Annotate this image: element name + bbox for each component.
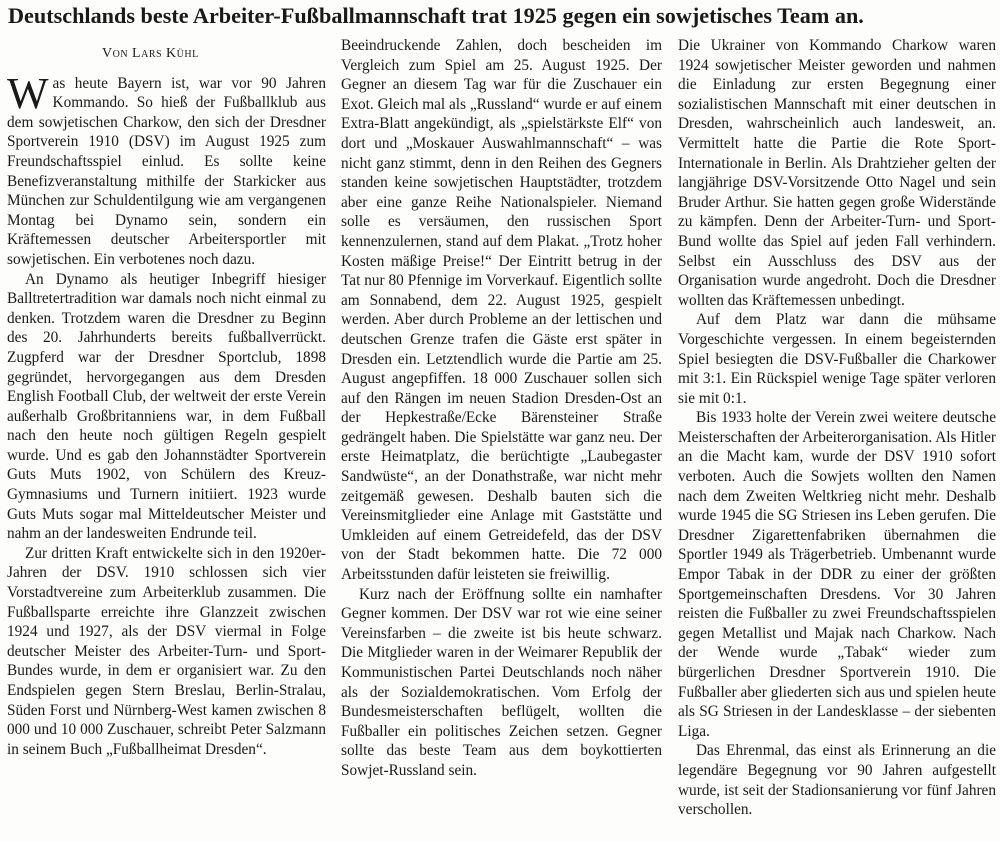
paragraph-text: as heute Bayern ist, war vor 90 Jahren Kommando. So hieß der Fußballklub aus dem sowjetischen Charkow, den sich der Dresdner Sportverein 1910 (DSV) im August 1925 zum Freundschaftsspiel einlud. Es sollte keine Benefizveranstaltung mithilfe der Starkicker aus München zur Schuldentilgung wie am vergangenen Montag bei Dynamo sein, sondern ein Kräftemessen deutscher Arbeitersportler mit sowjetischen. Ein verbotenes noch dazu. bbox=[7, 74, 326, 268]
byline: Von Lars Kühl bbox=[102, 46, 199, 61]
paragraph: Auf dem Platz war dann die mühsame Vorgeschichte vergessen. In einem begeisternden Spiel besiegten die DSV-Fußballer die Charkower mit 3:1. Ein Rückspiel wenige Tage später verloren sie mit 0:1. bbox=[678, 311, 996, 407]
paragraph: Kurz nach der Eröffnung sollte ein namhafter Gegner kommen. Der DSV war rot wie eine seiner Vereinsfarben – die zweite ist bis heute schwarz. Die Mitglieder waren in der Weimarer Republik der Kommunistischen Partei Deutschlands noch näher als der Sozialdemokratischen. Vom Erfolg der Bundesmeisterschaften beflügelt, wollten die Fußballer ein politisches Zeichen setzen. Gegner sollte das beste Team aus dem boykottierten Sowjet-Russland sein. bbox=[341, 585, 662, 779]
lead-paragraph bbox=[7, 68, 326, 270]
paragraph: Bis 1933 holte der Verein zwei weitere deutsche Meisterschaften der Arbeiterorganisation. Als Hitler an die Macht kam, wurde der DSV 1910 sofort verboten. Auch die Sowjets wollten den Namen nach dem Zweiten Weltkrieg nicht mehr. Deshalb wurde 1945 die SG Striesen ins Leben gerufen. Die Dresdner Zigarettenfabriken übernahmen die Sportler 1949 als Trägerbetrieb. Umbenannt wurde Empor Tabak in der DDR zu einer der größten Sportgemeinschaften Dresdens. Vor 30 Jahren reisten die Fußballer zu zwei Freundschaftsspielen gegen Metallist und Majak nach Charkow. Nach der Wende wurde „Tabak“ wieder zum bürgerlichen Dresdner Sportverein 1910. Die Fußballer aber gliederten sich aus und spielen heute als SG Striesen in der Landesklasse – der siebenten Liga. bbox=[678, 409, 996, 740]
column-2 bbox=[341, 36, 662, 841]
drop-cap: W bbox=[7, 68, 49, 118]
paragraph: Die Ukrainer von Kommando Charkow waren 1924 sowjetischer Meister geworden und nahmen die Einladung zur ersten Begegnung einer sozialistischen Mannschaft mit einer deutschen in Dresden, wahrscheinlich auch landesweit, an. Vermittelt hatte die Partie die Rote Sport-Internationale in Berlin. Als Drahtzieher gelten der langjährige DSV-Vorsitzende Otto Nagel und sein Bruder Arthur. Sie hatten gegen große Widerstände zu kämpfen. Denn der Arbeiter-Turn- und Sport-Bund wollte das Spiel auf jeden Fall verhindern. Selbst ein Ausschluss des DSV aus der Organisation wurde angedroht. Doch die Dresdner wollten das Kräftemessen unbedingt. bbox=[678, 37, 996, 309]
headline: Deutschlands beste Arbeiter-Fußballmannschaft trat 1925 gegen ein sowjetisches Team an. bbox=[8, 3, 864, 28]
column-1 bbox=[7, 36, 326, 841]
paragraph: Beeindruckende Zahlen, doch bescheiden im Vergleich zum Spiel am 25. August 1925. Der Gegner an diesem Tag war für die Zuschauer ein Exot. Gleich mal als „Russland“ wurde er auf einem Extra-Blatt angekündigt, als „spielstärkste Elf“ von dort und „Moskauer Auswahlmannschaft“ – was nicht ganz stimmt, denn in den Reihen des Gegners standen keine sowjetischen Hauptstädter, trotzdem aber eine ganze Reihe Nationalspieler. Niemand solle es versäumen, den russischen Sport kennenzulernen, stand auf dem Plakat. „Trotz hoher Kosten mäßige Preise!“ Der Eintritt betrug in der Tat nur 80 Pfennige im Vorverkauf. Eigentlich sollte am Sonnabend, dem 22. August 1925, gespielt werden. Aber durch Probleme an der lettischen und deutschen Grenze trafen die Gäste erst später in Dresden ein. Letztendlich wurde die Partie am 25. August angepfiffen. 18 000 Zuschauer sollen sich auf den Rängen im neuen Stadion Dresden-Ost an der Hepkestraße/Ecke Bärensteiner Straße gedrängelt haben. Die Spielstätte war ganz neu. Der erste Heimatplatz, die berüchtigte „Laubegaster Sandwüste“, an der Donathstraße, war nicht mehr zeitgemäß gewesen. Deshalb bauten sich die Vereinsmitglieder eine Anlage mit Gaststätte und Umkleiden auf einem Getreidefeld, das der DSV von der Stadt bekommen hatte. Die 72 000 Arbeitsstunden dafür leisteten sie freiwillig. bbox=[341, 37, 662, 584]
paragraph: Das Ehrenmal, das einst als Erinnerung an die legendäre Begegnung vor 90 Jahren aufgestellt wurde, ist seit der Stadionsanierung vor fünf Jahren verschollen. bbox=[678, 742, 996, 819]
paragraph: An Dynamo als heutiger Inbegriff hiesiger Balltretertradition war damals noch nicht einmal zu denken. Trotzdem waren die Dresdner zu Beginn des 20. Jahrhunderts bereits fußballverrückt. Zugpferd war der Dresdner Sportclub, 1898 gegründet, hervorgegangen aus dem Dresden English Football Club, der weltweit der erste Verein außerhalb Großbritanniens war, in dem Fußball nach den heute noch gültigen Regeln gespielt wurde. Und es gab den Johannstädter Sportverein Guts Muts 1902, von Schülern des Kreuz-Gymnasiums und Turnern initiiert. 1923 wurde Guts Muts sogar mal Mitteldeutscher Meister und nahm an der landesweiten Endrunde teil. bbox=[7, 270, 326, 543]
column-3 bbox=[678, 36, 996, 841]
paragraph: Zur dritten Kraft entwickelte sich in den 1920er-Jahren der DSV. 1910 schlossen sich vier Vorstadtvereine zum Arbeiterklub zusammen. Die Fußballsparte erreichte ihre Glanzzeit zwischen 1924 und 1927, als der DSV viermal in Folge deutscher Meister des Arbeiter-Turn- und Sport-Bundes wurde, in dem er organisiert war. Zu den Endspielen gegen Stern Breslau, Berlin-Stralau, Süden Forst und Nürnberg-West kamen zwischen 8 000 und 10 000 Zuschauer, schreibt Peter Salzmann in seinem Buch „Fußballheimat Dresden“. bbox=[7, 544, 326, 758]
